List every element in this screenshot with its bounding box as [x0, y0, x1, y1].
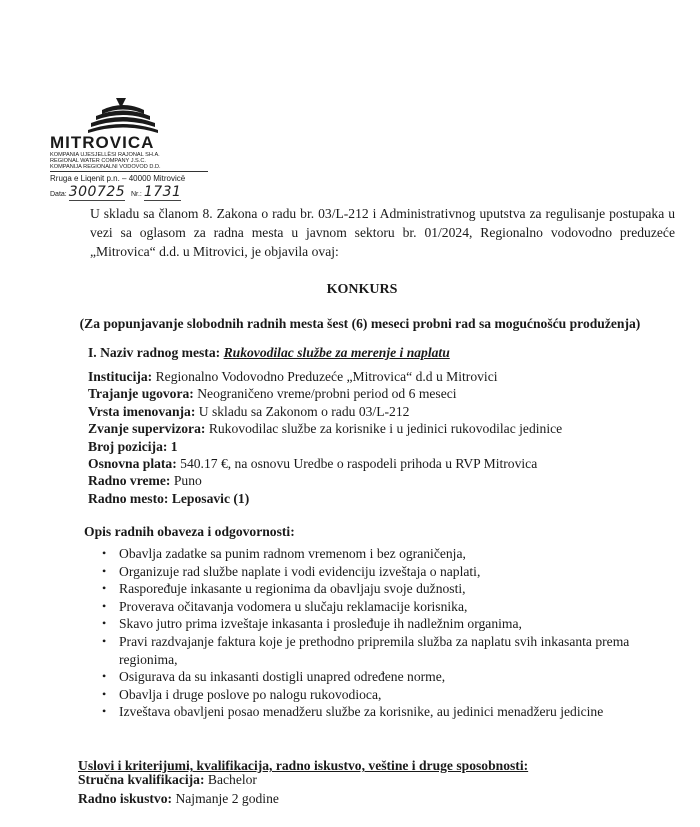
list-item: • Osigurava da su inkasanti dostigli unapred određene norme, [90, 668, 650, 686]
list-item: • Organizuje rad službe naplate i vodi evidenciju izveštaja o naplati, [90, 563, 650, 581]
date-value: 300725 [68, 184, 126, 200]
list-item: • Raspoređuje inkasante u regionima da obavljaju svoje dužnosti, [90, 580, 650, 598]
company-address: Rruga e Liqenit p.n. – 40000 Mitrovicë [50, 174, 186, 183]
logo-divider [50, 171, 208, 172]
document-heading: KONKURS [326, 282, 398, 297]
list-item: • Obavlja i druge poslove po nalogu rukovodioca, [90, 686, 650, 704]
position-name: Rukovodilac službe za merenje i naplatu [223, 345, 450, 360]
logo-title: MITROVICA [50, 133, 155, 152]
field-positions-count: Broj pozicija: 1 [88, 438, 178, 454]
field-base-salary: Osnovna plata: 540.17 €, na osnovu Uredbe o raspodeli prihoda u RVP Mitrovica [88, 456, 538, 472]
list-item: • Skavo jutro prima izveštaje inkasanta i prosleđuje ih nadležnim organima, [90, 615, 650, 633]
registry-stamp [50, 184, 181, 201]
number-label: Nr.: [130, 191, 142, 198]
field-appointment-type: Vrsta imenovanja: U skladu sa Zakonom o radu 03/L-212 [88, 403, 410, 419]
date-label: Data: [50, 191, 67, 198]
list-item: • Obavlja zadatke sa punim radnom vremenom i bez ograničenja, [90, 545, 650, 563]
intro-paragraph: U skladu sa članom 8. Zakona o radu br. 03/L-212 i Administrativnog uputstva za regulisanje postupaka u vezi sa oglasom za radna mesta u javnom sektoru br. 01/2024, Regionalno vodovodno preduzeće „Mitrovica“ d.d. u Mitrovici, je objavila ovaj: [90, 206, 675, 259]
duties-title: Opis radnih obaveza i odgovornosti: [84, 524, 295, 539]
field-supervisor: Zvanje supervizora: Rukovodilac službe za korisnike i u jedinici rukovodilac jedinice [88, 421, 563, 437]
position-label: I. Naziv radnog mesta: [88, 345, 221, 360]
qualification-experience: Radno iskustvo: Najmanje 2 godine [78, 791, 279, 806]
list-item: • Proverava očitavanja vodomera u slučaju reklamacije korisnika, [90, 598, 650, 616]
list-item: • Pravi razdvajanje faktura koje je prethodno pripremila služba za naplatu svih inkasanta prema regionima, [90, 633, 650, 668]
water-drop-logo-icon [88, 96, 158, 134]
logo-line-serbian: KOMPANIJA REGIONALNI VODOVOD D.D. [50, 164, 161, 170]
field-working-hours: Radno vreme: Puno [88, 473, 202, 489]
duties-list [90, 545, 650, 721]
qualifications [78, 770, 279, 808]
field-workplace: Radno mesto: Leposavic (1) [88, 490, 250, 506]
qualification-education: Stručna kvalifikacija: Bachelor [78, 772, 257, 787]
field-institution: Institucija: Regionalno Vodovodno Preduzeće „Mitrovica“ d.d u Mitrovici [88, 369, 498, 384]
logo-line-albanian: KOMPANIA UJESJELLËSI RAJONAL SH.A. [50, 152, 160, 158]
position-title [88, 345, 450, 361]
logo-line-english: REGIONAL WATER COMPANY J.S.C. [50, 158, 146, 164]
document-subheading: (Za popunjavanje slobodnih radnih mesta šest (6) meseci probni rad sa mogućnošću produženja) [79, 316, 641, 331]
field-contract-duration: Trajanje ugovora: Neograničeno vreme/probni period od 6 meseci [88, 386, 457, 402]
position-details [88, 368, 562, 507]
list-item: • Izveštava obavljeni posao menadžeru službe za korisnike, au jedinici menadžeru jedicine [90, 703, 650, 721]
requirements-title: Uslovi i kriterijumi, kvalifikacija, radno iskustvo, veštine i druge sposobnosti: [78, 758, 529, 773]
number-value: 1731 [143, 184, 182, 200]
